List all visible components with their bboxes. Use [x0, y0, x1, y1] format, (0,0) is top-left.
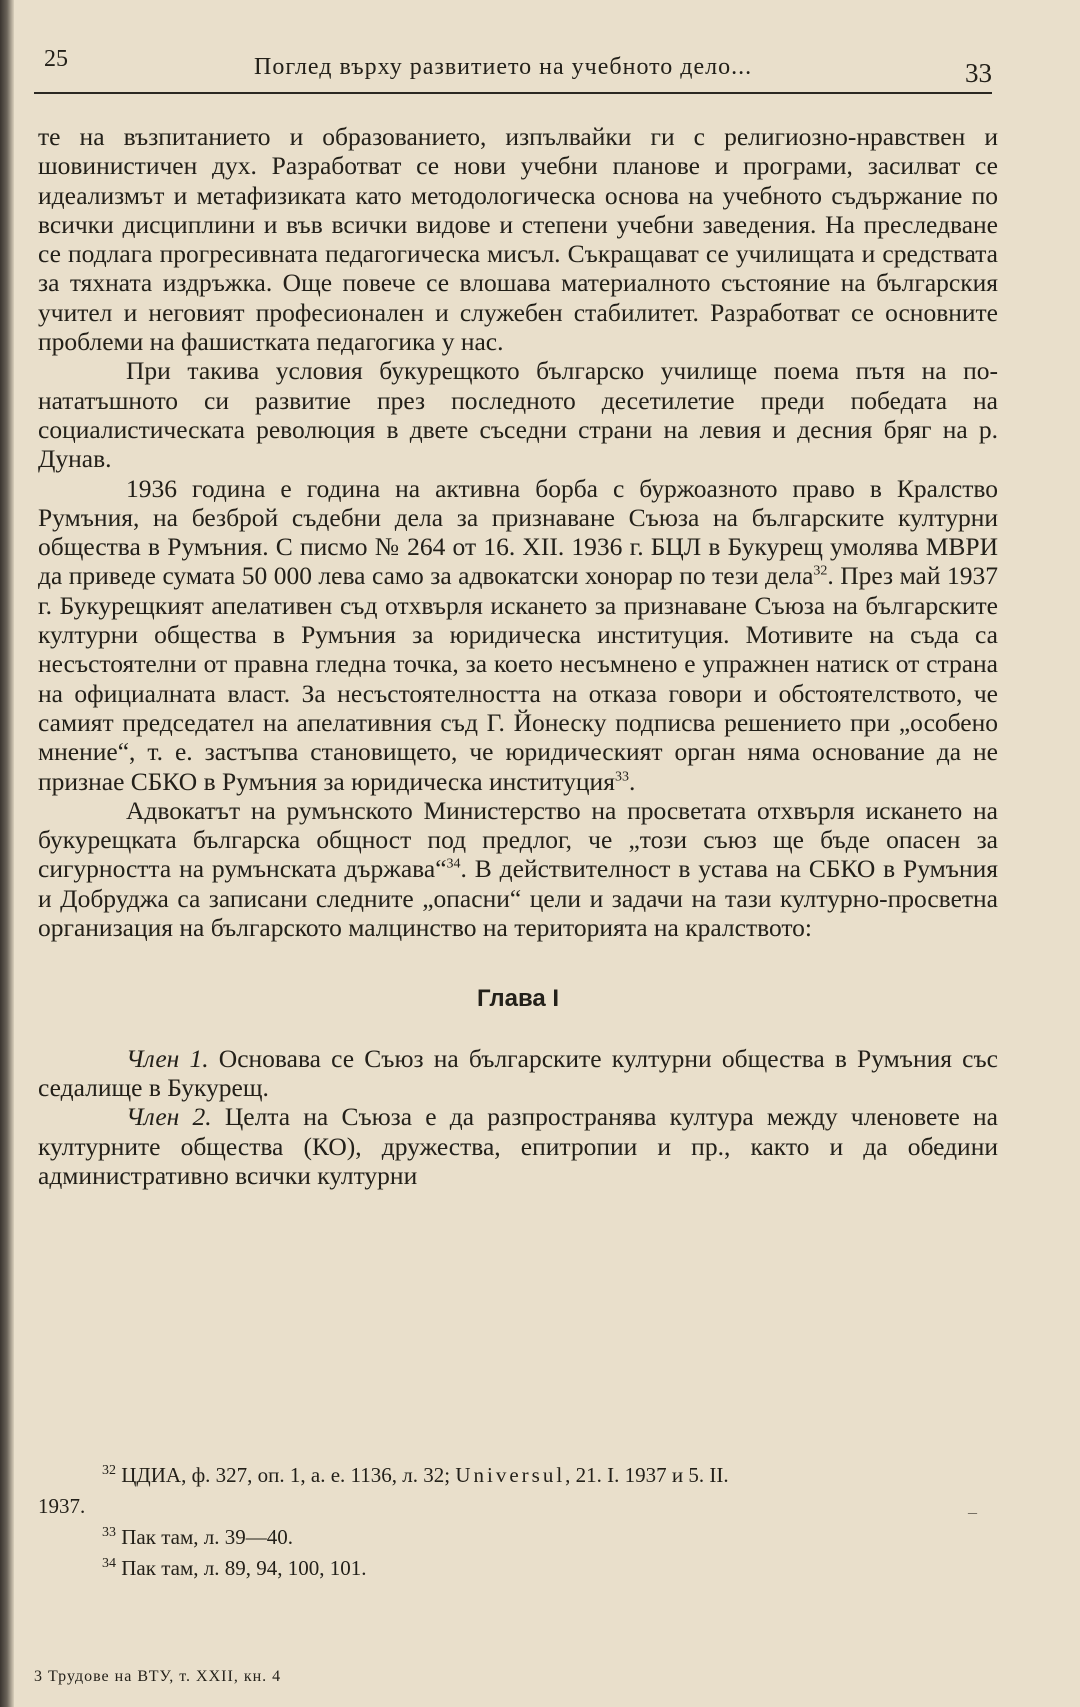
paragraph-3-part-b: . През май 1937 г. Букурещкият апелативен съд отхвърля искането за признаване Съюза на българските културни общества в Румъния за юридическа институция. Мотивите на съда са несъстоятелни от правна гледна точка, за което несъмнено е упражнен натиск от страна на официалната власт. За несъстоятелността на отказа говори и обстоятелството, че самият председател на апелативния съд Г. Йонеску подписва решението при „особено мнение“, т. е. застъпва становището, че юридическият орган няма основание да не признае СБКО в Румъния за юридическа институция — [38, 561, 998, 796]
article-2 — [38, 1102, 998, 1190]
article-2-label: Член 2. — [126, 1102, 212, 1132]
footnote-34 — [38, 1553, 998, 1584]
body-text — [38, 122, 998, 1190]
printer-signature: 3 Трудове на ВТУ, т. XXII, кн. 4 — [34, 1668, 282, 1685]
running-title: Поглед върху развитието на учебното дело... — [254, 54, 753, 80]
footnotes — [38, 1460, 998, 1584]
paragraph-3-part-c: . — [628, 766, 636, 796]
footnote-33-text: Пак там, л. 39—40. — [116, 1525, 293, 1549]
book-page — [28, 0, 1028, 1707]
paragraph-4 — [38, 796, 998, 942]
chapter-heading: Глава I — [476, 985, 560, 1013]
paragraph-3-part-a: 1936 година е година на активна борба с буржоазното право в Кралство Румъния, на безброй съдебни дела за признаване Съюза на българските културни общества в Румъния. С писмо № 264 от 16. XII. 1936 г. БЦЛ в Букурещ умолява МВРИ да приведе сумата 50 000 лева само за адвокатски хонорар по тези дела — [38, 473, 998, 591]
running-header — [34, 44, 992, 94]
article-2-text: Целта на Съюза е да разпространява култура между членовете на културните общества (КО), дружества, епитропии и пр., както и да обедини административно всички културни — [38, 1102, 998, 1190]
footnote-32-continuation: 1937. — [38, 1494, 86, 1518]
page-number-left: 25 — [44, 46, 68, 72]
footnote-32-number: 32 — [102, 1463, 116, 1478]
article-1 — [38, 1044, 998, 1103]
stray-mark: – — [968, 1502, 977, 1522]
paragraph-4-part-a: Адвокатът на румънското Министерство на просветата отхвърля искането на букурещката българска общност под предлог, че „този съюз ще бъде опасен за сигурността на румънската държава“ — [38, 795, 998, 884]
footnote-33 — [38, 1522, 998, 1553]
paragraph-3 — [38, 474, 998, 796]
footnote-ref-34: 34 — [446, 856, 461, 872]
footnote-ref-33: 33 — [614, 769, 629, 785]
book-spine-shadow — [0, 0, 14, 1707]
page-number-right: 33 — [965, 58, 992, 88]
paragraph-1: те на възпитанието и образованието, изпълвайки ги с религиозно-нравствен и шовинистичен дух. Разработват се нови учебни планове и програми, засилват се идеализмът и метафизиката като методологическа основа на учебното съдържание по всички дисциплини и във всички видове и степени учебни заведения. На преследване се подлага прогресивната педагогическа мисъл. Съкращават се училищата и средствата за тяхната издръжка. Още повече се влошава материалното състояние на българския учител и неговият професионален и служебен стабилитет. Разработват се основните проблеми на фашистката педагогика у нас. — [38, 122, 998, 357]
article-1-text: Основава се Съюз на българските културни общества в Румъния със седалище в Букурещ. — [38, 1043, 998, 1102]
footnote-32-text-b: , 21. I. 1937 и 5. II. — [565, 1463, 729, 1487]
footnote-32 — [38, 1460, 998, 1491]
footnote-ref-32: 32 — [813, 563, 828, 579]
footnote-34-number: 34 — [102, 1556, 116, 1571]
paragraph-4-part-b: . В действителност в устава на СБКО в Румъния и Добруджа са записани следните „опасни“ цели и задачи на тази културно-просветна организация на българското малцинство на територията на кралството: — [38, 854, 998, 943]
footnote-34-text: Пак там, л. 89, 94, 100, 101. — [116, 1556, 367, 1580]
footnote-32-newspaper: Universul — [455, 1463, 566, 1487]
paragraph-2: При такива условия букурещкото българско училище поема пътя на по-нататъшното си развитие през последното десетилетие преди победата на социалистическата революция в двете съседни страни на левия и десния бряг на р. Дунав. — [38, 356, 998, 474]
footnote-33-number: 33 — [102, 1525, 116, 1540]
article-1-label: Член 1. — [126, 1043, 209, 1073]
footnote-32-text-a: ЦДИА, ф. 327, оп. 1, а. е. 1136, л. 32; — [116, 1463, 456, 1487]
